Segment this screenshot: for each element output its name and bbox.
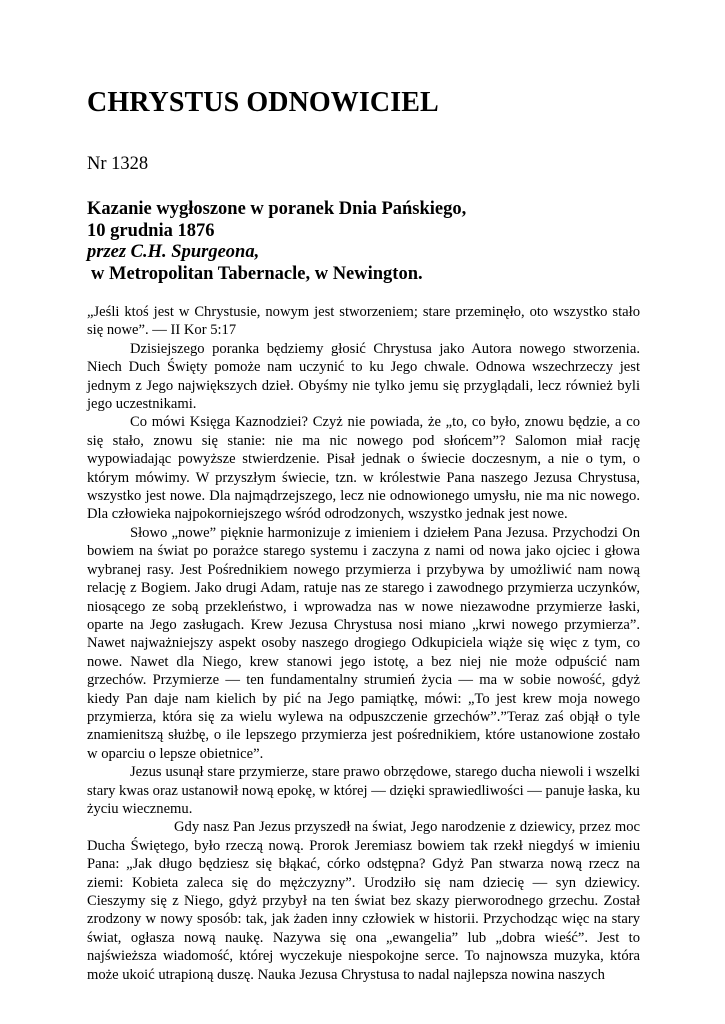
sermon-body <box>87 303 640 984</box>
page-title: CHRYSTUS ODNOWICIEL <box>87 87 439 118</box>
body-paragraph: Słowo „nowe” pięknie harmonizuje z imieniem i dziełem Pana Jezusa. Przychodzi On bowiem na świat po porażce starego systemu i zaczyna z nami od nowa jako ojciec i głowa wybranej rasy. Jest Pośrednikiem nowego przymierza i przybywa by umożliwić nam nową relację z Bogiem. Jako drugi Adam, ratuje nas ze starego i zawodnego przymierza uczynków, niosącego ze sobą przekleństwo, i wprowadza nas w nowe niezawodne przymierze łaski, oparte na Jego zasługach. Krew Jezusa Chrystusa nosi miano „krwi nowego przymierza”. Nawet najważniejszy aspekt osoby naszego drogiego Odkupiciela wiąże się więc z tym, co nowe. Nawet dla Niego, krew stanowi jego istotę, a bez niej nie może odpuścić nam grzechów. Przymierze — ten fundamentalny strumień życia — ma w sobie nowość, gdyż kiedy Pan daje nam kielich by pić na Jego pamiątkę, mówi: „To jest krew moja nowego przymierza, która się za wielu wylewa na odpuszczenie grzechów”.”Teraz zaś objął o tyle znamienitszą służbę, o ile lepszego przymierza jest pośrednikiem, które ustanowione zostało w oparciu o lepsze obietnice”. <box>87 524 640 762</box>
sermon-number: Nr 1328 <box>87 154 149 174</box>
sermon-header <box>87 199 466 285</box>
sermon-header-venue: w Metropolitan Tabernacle, w Newington. <box>91 263 423 284</box>
scripture-quote: „Jeśli ktoś jest w Chrystusie, nowym jest stworzeniem; stare przeminęło, oto wszystko stało się nowe”. — II Kor 5:17 <box>87 304 640 339</box>
body-paragraph: Dzisiejszego poranka będziemy głosić Chrystusa jako Autora nowego stworzenia. Niech Duch Święty pomoże nam uczynić to ku Jego chwale. Odnowa wszechrzeczy jest jednym z Jego największych dzieł. Obyśmy nie tylko jemu się przyglądali, lecz również byli jego uczestnikami. <box>87 340 640 413</box>
body-paragraph: Jezus usunął stare przymierze, stare prawo obrzędowe, starego ducha niewoli i wszelki stary kwas oraz ustanowił nową epokę, w której — dzięki sprawiedliwości — panuje łaska, ku życiu wiecznemu. <box>87 764 640 817</box>
sermon-header-date: 10 grudnia 1876 <box>87 220 215 241</box>
sermon-header-author: przez C.H. Spurgeona, <box>87 242 260 262</box>
body-paragraph: Gdy nasz Pan Jezus przyszedł na świat, Jego narodzenie z dziewicy, przez moc Ducha Świętego, było rzeczą nową. Prorok Jeremiasz bowiem tak rzekł niegdyś w imieniu Pana: „Jak długo będziesz się błąkać, córko odstępna? Gdyż Pan stwarza nową rzecz na ziemi: Kobieta zaleca się do mężczyzny”. Urodziło się nam dziecię — syn dziewicy. Cieszymy się z Niego, gdyż przybył na ten świat bez skazy pierworodnego grzechu. Został zrodzony w nowy sposób: tak, jak żaden inny człowiek w historii. Przychodząc więc na stary świat, ogłasza nową naukę. Nazywa się ona „ewangelia” lub „dobra wieść”. Jest to najświeższa wiadomość, której wyczekuje niespokojne serce. To najnowsza muzyka, która może ukoić utrapioną duszę. Nauka Jezusa Chrystusa to nadal najlepsza nowina naszych <box>87 819 640 983</box>
body-paragraph: Co mówi Księga Kaznodziei? Czyż nie powiada, że „to, co było, znowu będzie, a co się stało, znowu się stanie: nie ma nic nowego pod słońcem”? Salomon miał rację wypowiadając powyższe stwierdzenie. Pisał jednak o świecie doczesnym, a nie o tym, o którym mówimy. W przyszłym świecie, tzn. w królestwie Pana naszego Jezusa Chrystusa, wszystko jest nowe. Dla najmądrzejszego, lecz nie odnowionego umysłu, nie ma nic nowego. Dla człowieka najpokorniejszego wśród odrodzonych, wszystko jednak jest nowe. <box>87 414 640 523</box>
sermon-header-line-1: Kazanie wygłoszone w poranek Dnia Pańskiego, <box>87 199 467 219</box>
